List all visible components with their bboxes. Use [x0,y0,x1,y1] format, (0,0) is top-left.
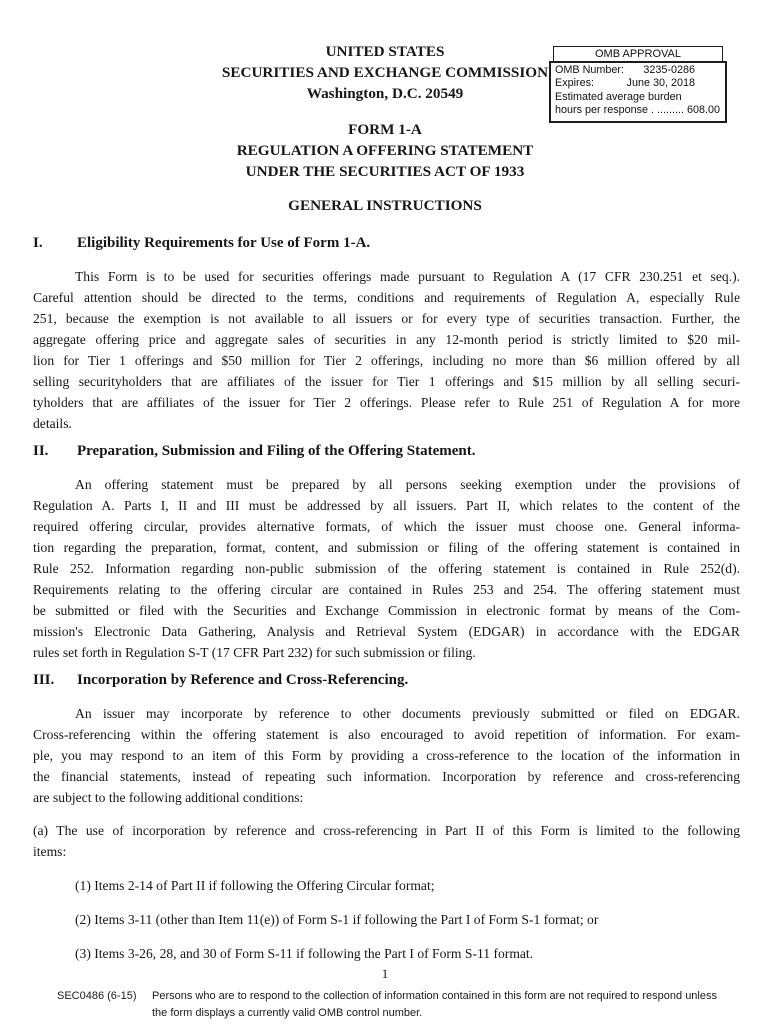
section-heading [33,440,740,462]
paragraph-line: An offering statement must be prepared by all persons seeking exemption under the provisions of [75,477,740,492]
paragraph-line: (a) The use of incorporation by reference and cross-referencing in Part II of this Form is limited to the following [33,823,740,838]
paragraph-line: tion regarding the preparation, format, content, and submission or filing of the offering statement is contained in [33,540,740,555]
omb-number-row [555,64,721,77]
agency-line-address: Washington, D.C. 20549 [306,85,464,102]
omb-approval-body [549,61,727,123]
paragraph-line: Regulation A. Parts I, II and III must be addressed by all issuers. Part II, which relates to the content of the [33,498,740,513]
paragraph-line: be submitted or filed with the Securities and Exchange Commission in electronic format by means of the Com- [33,603,740,618]
paragraph-line: Careful attention should be directed to the terms, conditions and requirements of Regulation A, especially Rule [33,290,740,305]
list-item: (2) Items 3-11 (other than Item 11(e)) of Form S-1 if following the Part I of Form S-1 format; or [75,912,599,927]
paragraph-line: Cross-referencing within the offering statement is also encouraged to avoid repetition of information. For exam- [33,727,740,742]
paragraph-line: This Form is to be used for securities offerings made pursuant to Regulation A (17 CFR 230.251 et seq.). [75,269,740,284]
form-number: FORM 1-A [348,121,422,138]
omb-burden-line-2: hours per response . ......... 608.00 [555,104,721,117]
paragraph-line: An issuer may incorporate by reference to other documents previously submitted or filed on EDGAR. [75,706,740,721]
section-numeral: II. [33,443,49,459]
paragraph-line: 251, because the exemption is not available to all issuers or for every type of securities transaction. Further, the [33,311,740,326]
paragraph-line: are subject to the following additional conditions: [33,790,304,805]
paragraph-line: items: [33,844,67,859]
section-heading [33,669,740,691]
paragraph [33,266,740,434]
page-number: 1 [381,966,389,981]
paragraph [33,703,740,808]
section-title: Incorporation by Reference and Cross-Referencing. [77,672,409,688]
section-title: Preparation, Submission and Filing of the Offering Statement. [77,443,476,459]
omb-expires-row [555,77,721,90]
omb-approval-box [549,46,727,123]
paragraph-line: rules set forth in Regulation S-T (17 CFR Part 232) for such submission or filing. [33,645,476,660]
section-heading [33,232,740,254]
paragraph-line: ple, you may respond to an item of this Form by providing a cross-reference to the location of the information in [33,748,740,763]
form-title [0,119,770,182]
paragraph-line: selling securityholders that are affiliates of the issuer for Tier 1 offerings and $15 million by all selling securi- [33,374,740,389]
section-title: Eligibility Requirements for Use of Form 1-A. [77,235,371,251]
omb-notice: Persons who are to respond to the collection of information contained in this form are not required to respond unless the form displays a currently valid OMB control number. [152,990,717,1019]
omb-burden-line-1: Estimated average burden [555,90,682,103]
list-item: (1) Items 2-14 of Part II if following the Offering Circular format; [75,878,435,893]
form-code: SEC0486 (6-15) [57,990,137,1002]
section-numeral: I. [33,235,43,251]
paragraph-line: Rule 252. Information regarding non-public submission of the offering statement is contained in Rule 252(d). [33,561,740,576]
omb-expires-value: June 30, 2018 [626,77,695,90]
sections-container [33,232,740,964]
paragraph-line: mission's Electronic Data Gathering, Analysis and Retrieval System (EDGAR) in accordance with the EDGAR [33,624,740,639]
paragraph [33,820,740,862]
omb-number-label: OMB Number: [555,64,624,76]
section-numeral: III. [33,672,55,688]
omb-approval-title: OMB APPROVAL [553,46,723,62]
list-item: (3) Items 3-26, 28, and 30 of Form S-11 if following the Part I of Form S-11 format. [75,946,534,961]
paragraph-line: lion for Tier 1 offerings and $50 million for Tier 2 offerings, including no more than $6 million offered by all [33,353,740,368]
general-instructions-title: GENERAL INSTRUCTIONS [288,197,482,214]
form-subtitle-1: REGULATION A OFFERING STATEMENT [236,142,534,159]
page-footer [0,966,770,1021]
paragraph-line: required offering circular, provides alternative formats, of which the issuer must choose one. General informa- [33,519,740,534]
agency-line-united-states: UNITED STATES [325,43,445,60]
paragraph-line: Requirements relating to the offering circular are contained in Rules 253 and 254. The offering statement must [33,582,740,597]
paragraph [33,474,740,663]
omb-expires-label: Expires: [555,77,595,90]
paragraph-line: tyholders that are affiliates of the issuer for Tier 2 offerings. Please refer to Rule 251 of Regulation A for more [33,395,740,410]
paragraph-line: details. [33,416,72,431]
paragraph-line: aggregate offering price and aggregate sales of securities in any 12-month period is strictly limited to $20 mil- [33,332,740,347]
agency-line-sec: SECURITIES AND EXCHANGE COMMISSION [221,64,549,81]
paragraph-line: the financial statements, instead of repeating such information. Incorporation by reference and cross-referencing [33,769,740,784]
omb-number-value: 3235-0286 [643,64,695,76]
form-subtitle-2: UNDER THE SECURITIES ACT OF 1933 [245,163,525,180]
footer-row [57,988,742,1021]
